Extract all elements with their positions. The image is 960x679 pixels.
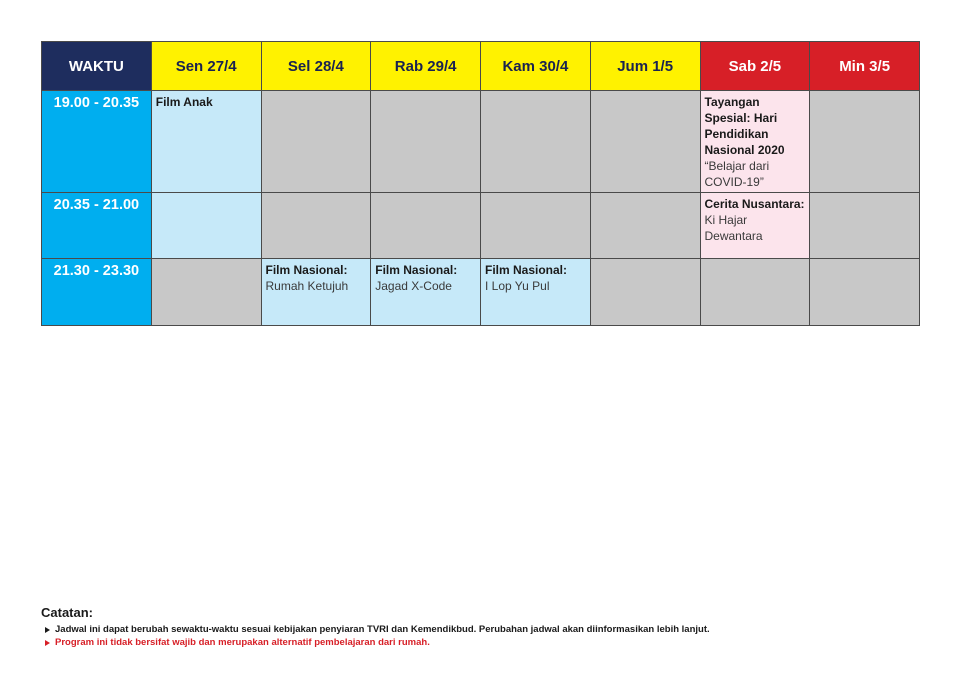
slot-tue-2130 — [261, 259, 371, 326]
caret-right-icon — [45, 627, 50, 633]
slot-sat-2130 — [700, 259, 810, 326]
slot-mon-1900 — [151, 91, 261, 193]
slot-fri-2035 — [590, 193, 700, 259]
program-title: Film Nasional: — [375, 263, 458, 277]
slot-tue-2035 — [261, 193, 371, 259]
program-title: Film Anak — [155, 95, 213, 109]
slot-sun-2035 — [810, 193, 920, 259]
program-subtitle: Jagad X-Code — [375, 279, 452, 293]
time-slot-label: 21.30 - 23.30 — [42, 259, 152, 326]
time-slot-label: 19.00 - 20.35 — [42, 91, 152, 193]
slot-fri-2130 — [590, 259, 700, 326]
program-subtitle: Ki Hajar Dewantara — [704, 213, 763, 243]
slot-thu-2130 — [481, 259, 591, 326]
time-slot-label: 20.35 - 21.00 — [42, 193, 152, 259]
note-item — [41, 623, 921, 636]
program-subtitle: “Belajar dari COVID-19” — [704, 159, 770, 189]
program-subtitle: I Lop Yu Pul — [485, 279, 550, 293]
schedule-row-2130 — [42, 259, 920, 326]
day-header-mon: Sen 27/4 — [151, 42, 261, 91]
caret-right-icon — [45, 640, 50, 646]
day-header-thu: Kam 30/4 — [481, 42, 591, 91]
program-title: Film Nasional: — [485, 263, 568, 277]
schedule-header-row — [42, 42, 920, 91]
program-title: Film Nasional: — [265, 263, 348, 277]
schedule-table — [41, 41, 920, 326]
slot-tue-1900 — [261, 91, 371, 193]
slot-wed-2035 — [371, 193, 481, 259]
slot-wed-2130 — [371, 259, 481, 326]
program-title: Tayangan Spesial: Hari Pendidikan Nasional 2020 — [704, 95, 785, 157]
slot-fri-1900 — [590, 91, 700, 193]
program-subtitle: Rumah Ketujuh — [265, 279, 349, 293]
day-header-wed: Rab 29/4 — [371, 42, 481, 91]
schedule-row-2035 — [42, 193, 920, 259]
notes-heading: Catatan: — [41, 605, 94, 620]
slot-mon-2130 — [151, 259, 261, 326]
slot-thu-2035 — [481, 193, 591, 259]
schedule-row-1900 — [42, 91, 920, 193]
day-header-sun: Min 3/5 — [810, 42, 920, 91]
slot-sat-2035 — [700, 193, 810, 259]
note-item — [41, 636, 921, 649]
slot-mon-2035 — [151, 193, 261, 259]
day-header-fri: Jum 1/5 — [590, 42, 700, 91]
day-header-tue: Sel 28/4 — [261, 42, 371, 91]
note-text: Jadwal ini dapat berubah sewaktu-waktu sesuai kebijakan penyiaran TVRI dan Kemendikbud. Perubahan jadwal akan diinformasikan lebih lanjut. — [55, 624, 710, 635]
program-title: Cerita Nusantara: — [704, 197, 805, 211]
slot-sat-1900 — [700, 91, 810, 193]
note-text: Program ini tidak bersifat wajib dan merupakan alternatif pembelajaran dari rumah. — [55, 637, 430, 648]
day-header-sat: Sab 2/5 — [700, 42, 810, 91]
time-column-header: WAKTU — [42, 42, 152, 91]
slot-wed-1900 — [371, 91, 481, 193]
slot-sun-1900 — [810, 91, 920, 193]
slot-thu-1900 — [481, 91, 591, 193]
notes-section — [41, 605, 921, 649]
slot-sun-2130 — [810, 259, 920, 326]
